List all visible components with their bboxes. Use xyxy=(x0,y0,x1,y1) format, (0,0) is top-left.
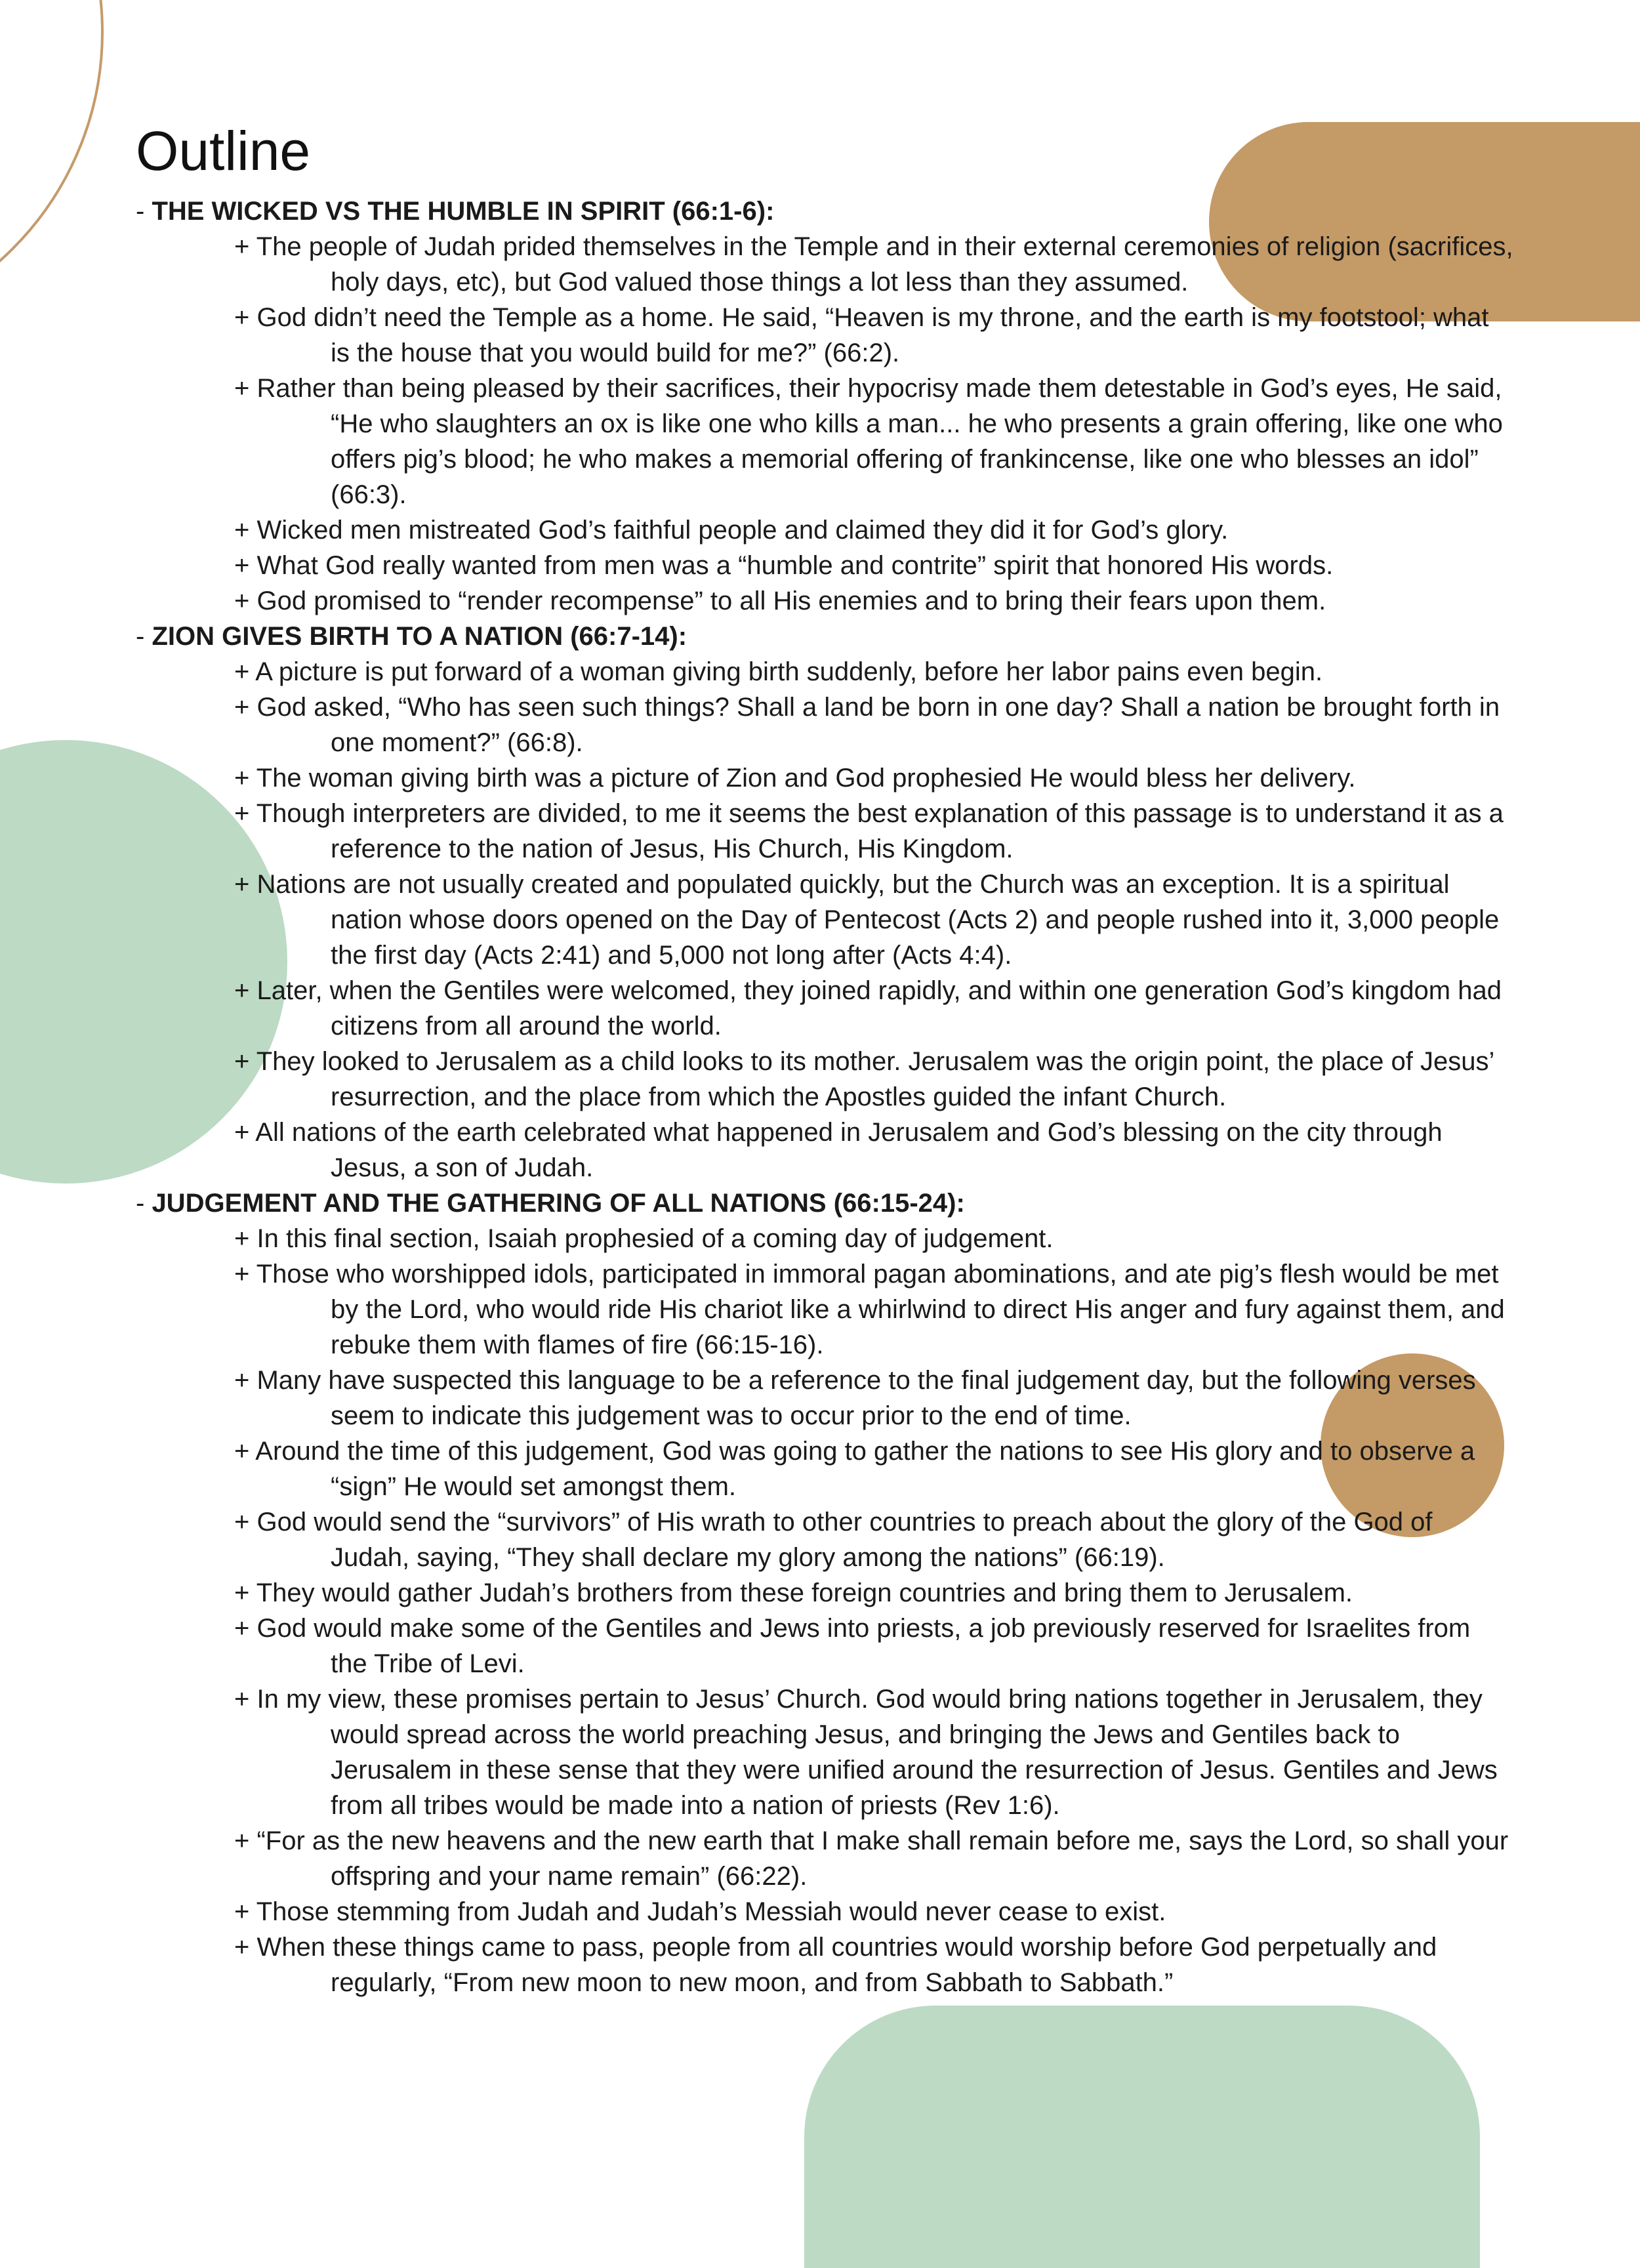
outline-sections xyxy=(136,194,1513,2000)
section-heading xyxy=(136,619,1513,654)
list-item: + Rather than being pleased by their sacrifices, their hypocrisy made them detestable in God’s eyes, He said, “He who slaughters an ox is like one who kills a man... he who presents a grain offering, like one who offers pig’s blood; he who makes a memorial offering of frankincense, like one who blesses an idol” (66:3). xyxy=(234,374,1503,509)
outline-section xyxy=(136,194,1513,619)
section-items xyxy=(136,229,1513,619)
section-marker: - xyxy=(136,1189,152,1218)
section-title: JUDGEMENT AND THE GATHERING OF ALL NATIONS (66:15-24): xyxy=(152,1189,965,1218)
list-item: + They looked to Jerusalem as a child looks to its mother. Jerusalem was the origin point, the place of Jesus’ resurrection, and the place from which the Apostles guided the infant Church. xyxy=(234,1047,1494,1111)
list-item: + Many have suspected this language to be a reference to the final judgement day, but the following verses seem to indicate this judgement was to occur prior to the end of time. xyxy=(234,1366,1476,1430)
list-item: + The people of Judah prided themselves in the Temple and in their external ceremonies of religion (sacrifices, holy days, etc), but God valued those things a lot less than they assumed. xyxy=(234,232,1513,297)
list-item: + All nations of the earth celebrated what happened in Jerusalem and God’s blessing on the city through Jesus, a son of Judah. xyxy=(234,1118,1443,1182)
list-item: + God promised to “render recompense” to all His enemies and to bring their fears upon them. xyxy=(234,587,1326,615)
list-item: + Though interpreters are divided, to me it seems the best explanation of this passage is to understand it as a reference to the nation of Jesus, His Church, His Kingdom. xyxy=(234,799,1504,863)
section-marker: - xyxy=(136,197,152,226)
list-item: + God didn’t need the Temple as a home. He said, “Heaven is my throne, and the earth is my footstool; what is the house that you would build for me?” (66:2). xyxy=(234,303,1489,367)
list-item: + Around the time of this judgement, God was going to gather the nations to see His glory and to observe a “sign” He would set amongst them. xyxy=(234,1437,1475,1501)
list-item: + When these things came to pass, people from all countries would worship before God perpetually and regularly, “From new moon to new moon, and from Sabbath to Sabbath.” xyxy=(234,1933,1437,1997)
section-items xyxy=(136,1221,1513,2000)
outline-section xyxy=(136,1186,1513,2000)
section-title: THE WICKED VS THE HUMBLE IN SPIRIT (66:1-6): xyxy=(152,197,775,226)
section-marker: - xyxy=(136,622,152,651)
list-item: + They would gather Judah’s brothers from these foreign countries and bring them to Jerusalem. xyxy=(234,1578,1353,1607)
list-item: + Later, when the Gentiles were welcomed, they joined rapidly, and within one generation God’s kingdom had citizens from all around the world. xyxy=(234,976,1502,1041)
list-item: + Wicked men mistreated God’s faithful people and claimed they did it for God’s glory. xyxy=(234,516,1229,545)
section-title: ZION GIVES BIRTH TO A NATION (66:7-14): xyxy=(152,622,687,651)
section-items xyxy=(136,654,1513,1186)
decorative-green-pill xyxy=(804,2006,1480,2268)
list-item: + Those stemming from Judah and Judah’s Messiah would never cease to exist. xyxy=(234,1897,1166,1926)
list-item: + What God really wanted from men was a “humble and contrite” spirit that honored His words. xyxy=(234,551,1334,580)
list-item: + In my view, these promises pertain to Jesus’ Church. God would bring nations together in Jerusalem, they would spread across the world preaching Jesus, and bringing the Jews and Gentiles back to Jerusalem in these sense that they were unified around the resurrection of Jesus. Gentiles and Jews from all tribes would be made into a nation of priests (Rev 1:6). xyxy=(234,1685,1498,1820)
list-item: + Those who worshipped idols, participated in immoral pagan abominations, and ate pig’s flesh would be met by the Lord, who would ride His chariot like a whirlwind to direct His anger and fury against them, and rebuke them with flames of fire (66:15-16). xyxy=(234,1260,1505,1359)
list-item: + In this final section, Isaiah prophesied of a coming day of judgement. xyxy=(234,1224,1054,1253)
outline-section xyxy=(136,619,1513,1186)
page-title: Outline xyxy=(136,120,311,182)
list-item: + Nations are not usually created and populated quickly, but the Church was an exception. It is a spiritual nation whose doors opened on the Day of Pentecost (Acts 2) and people rushed into it, 3,000 people the first day (Acts 2:41) and 5,000 not long after (Acts 4:4). xyxy=(234,870,1500,970)
list-item: + God would send the “survivors” of His wrath to other countries to preach about the glory of the God of Judah, saying, “They shall declare my glory among the nations” (66:19). xyxy=(234,1508,1433,1572)
list-item: + God asked, “Who has seen such things? Shall a land be born in one day? Shall a nation be brought forth in one moment?” (66:8). xyxy=(234,693,1500,757)
section-heading xyxy=(136,1186,1513,1221)
decorative-ring xyxy=(0,0,104,340)
section-heading xyxy=(136,194,1513,229)
list-item: + God would make some of the Gentiles and Jews into priests, a job previously reserved for Israelites from the Tribe of Levi. xyxy=(234,1614,1471,1678)
list-item: + The woman giving birth was a picture of Zion and God prophesied He would bless her delivery. xyxy=(234,764,1356,793)
list-item: + A picture is put forward of a woman giving birth suddenly, before her labor pains even begin. xyxy=(234,657,1323,686)
list-item: + “For as the new heavens and the new earth that I make shall remain before me, says the Lord, so shall your offspring and your name remain” (66:22). xyxy=(234,1826,1509,1891)
outline-content xyxy=(136,115,1513,2000)
